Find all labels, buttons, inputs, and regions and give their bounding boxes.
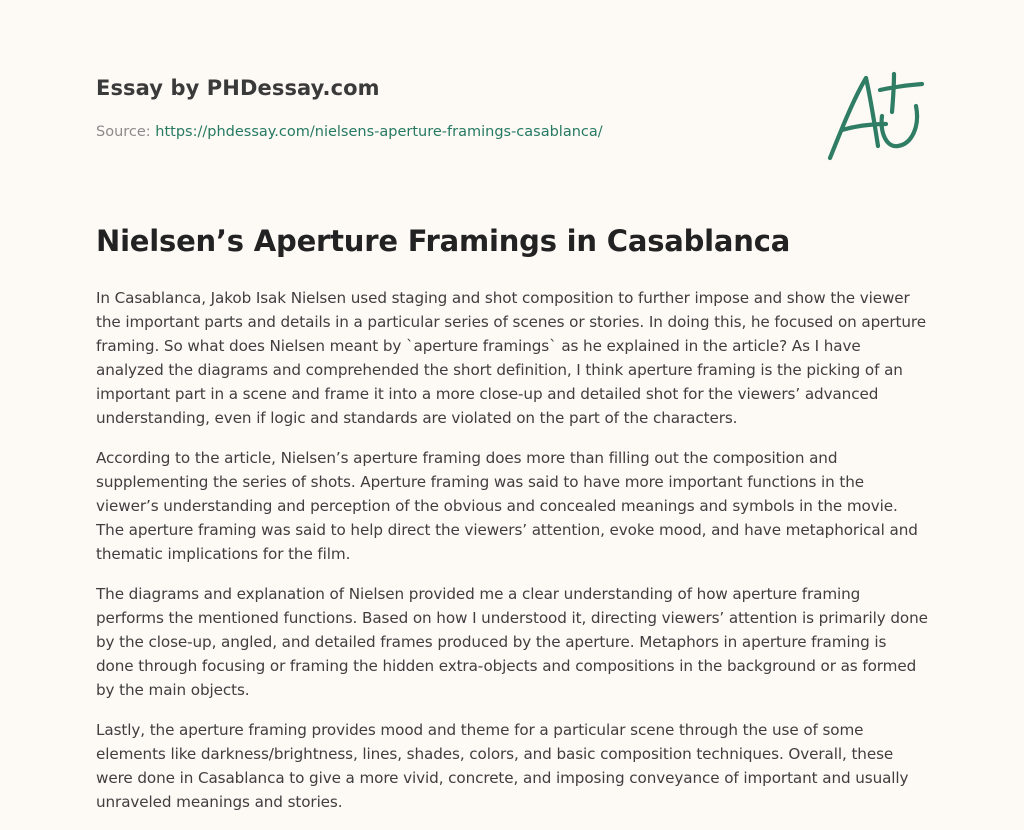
source-line [96, 124, 603, 140]
a-plus-grade-logo-icon [820, 66, 930, 166]
essay-paragraph: In Casablanca, Jakob Isak Nielsen used staging and shot composition to further impose and show the viewer the important parts and details in a particular series of scenes or stories. In doing this, he focused on aperture framing. So what does Nielsen meant by `aperture framings` as he explained in the article? As I have analyzed the diagrams and comprehended the short definition, I think aperture framing is the picking of an important part in a scene and frame it into a more close-up and detailed shot for the viewers’ advanced understanding, even if logic and standards are violated on the part of the characters. [96, 289, 926, 427]
essay-paragraph: Lastly, the aperture framing provides mood and theme for a particular scene through the use of some elements like darkness/brightness, lines, shades, colors, and basic composition techniques. Overall, these were done in Casablanca to give a more vivid, concrete, and imposing conveyance of important and usually unraveled meanings and stories. [96, 721, 909, 811]
essay-paragraph: The diagrams and explanation of Nielsen provided me a clear understanding of how aperture framing performs the mentioned functions. Based on how I understood it, directing viewers’ attention is primarily done by the close-up, angled, and detailed frames produced by the aperture. Metaphors in aperture framing is done through focusing or framing the hidden extra-objects and compositions in the background or as formed by the main objects. [96, 585, 928, 699]
essay-body [96, 286, 928, 830]
source-label: Source: [96, 124, 156, 140]
source-link[interactable]: https://phdessay.com/nielsens-aperture-framings-casablanca/ [155, 124, 603, 140]
essay-title: Nielsen’s Aperture Framings in Casablanca [96, 224, 791, 258]
site-brand: Essay by PHDessay.com [96, 76, 380, 100]
essay-paragraph: According to the article, Nielsen’s aperture framing does more than filling out the composition and supplementing the series of shots. Aperture framing was said to have more important functions in the viewer’s understanding and perception of the obvious and concealed meanings and symbols in the movie. The aperture framing was said to help direct the viewers’ attention, evoke mood, and have metaphorical and thematic implications for the film. [96, 449, 918, 563]
